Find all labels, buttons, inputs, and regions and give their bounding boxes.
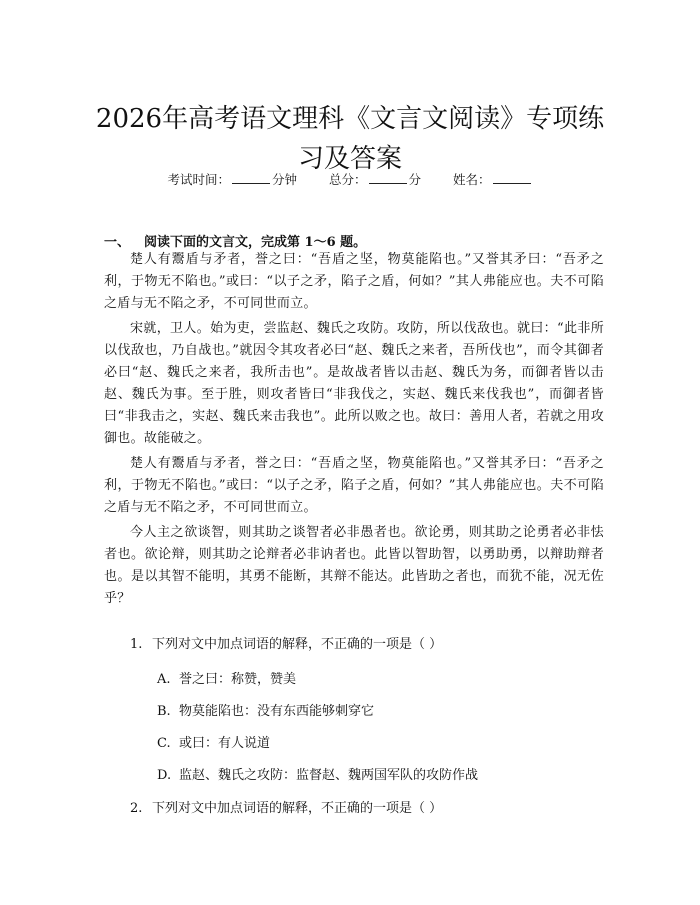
question-text: 下列对文中加点词语的解释，不正确的一项是（ ） (152, 637, 443, 652)
question-1 (130, 633, 442, 652)
question-2 (130, 797, 442, 816)
option-letter: A. (157, 672, 171, 687)
question-1-option-a[interactable] (157, 668, 296, 687)
option-text: 誉之曰：称赞，赞美 (179, 672, 297, 687)
time-field (167, 170, 297, 188)
name-blank[interactable] (493, 171, 531, 184)
passage-paragraph-2: 宋就，卫人。始为吏，尝监赵、魏氏之攻防。攻防，所以伐敌也。就曰：“此非所以伐敌也，乃自战也。”就因令其攻者必曰“赵、魏氏之来者，吾所伐也”，而令其御者必曰“赵、魏氏之来者，我所击也”。是故战者皆以击赵、魏氏为务，而御者皆以击赵、魏氏为事。至于胜，则攻者皆曰“非我伐之，实赵、魏氏来伐我也”，而御者皆曰“非我击之，实赵、魏氏来击我也”。此所以败之也。故曰：善用人者，若就之用攻御也。故能破之。 (104, 321, 604, 446)
name-label: 姓名： (453, 172, 491, 187)
passage-paragraph-3: 楚人有鬻盾与矛者，誉之曰：“吾盾之坚，物莫能陷也。”又誉其矛曰：“吾矛之利，于物无不陷也。”或曰：“以子之矛，陷子之盾，何如？”其人弗能应也。夫不可陷之盾与无不陷之矛，不可同世而立。 (104, 456, 604, 515)
option-letter: D. (157, 768, 172, 783)
exam-title: 2026年高考语文理科《文言文阅读》专项练习及答案 (95, 104, 605, 175)
time-unit: 分钟 (271, 172, 297, 187)
exam-meta (0, 170, 700, 188)
section-title: 阅读下面的文言文，完成第 1～6 题。 (144, 235, 367, 250)
passage-paragraph-4: 今人主之欲谈智，则其助之谈智者必非愚者也。欲论勇，则其助之论勇者必非怯者也。欲论辩，则其助之论辩者必非讷者也。此皆以智助智，以勇助勇，以辩助辩者也。是以其智不能明，其勇不能断，其辩不能达。此皆助之者也，而犹不能，况无佐乎？ (104, 525, 604, 606)
score-blank[interactable] (369, 171, 407, 184)
option-text: 物莫能陷也：没有东西能够刺穿它 (179, 704, 375, 719)
passage-paragraph-1: 楚人有鬻盾与矛者，誉之曰：“吾盾之坚，物莫能陷也。”又誉其矛曰：“吾矛之利，于物无不陷也。”或曰：“以子之矛，陷子之盾，何如？”其人弗能应也。夫不可陷之盾与无不陷之矛，不可同世而立。 (104, 252, 604, 311)
score-field (329, 170, 421, 188)
option-letter: B. (157, 704, 171, 719)
section-heading (104, 231, 366, 250)
question-number: 2. (130, 801, 143, 816)
name-field (453, 170, 533, 188)
question-1-option-b[interactable] (157, 700, 374, 719)
question-number: 1. (130, 637, 143, 652)
section-number: 一、 (104, 235, 131, 250)
option-text: 或曰：有人说道 (179, 736, 271, 751)
time-blank[interactable] (232, 171, 270, 184)
score-label: 总分： (328, 172, 367, 187)
question-text: 下列对文中加点词语的解释，不正确的一项是（ ） (152, 801, 443, 816)
question-1-option-c[interactable] (157, 732, 270, 751)
time-label: 考试时间： (167, 172, 230, 187)
score-unit: 分 (408, 172, 422, 187)
question-1-option-d[interactable] (157, 764, 478, 783)
option-letter: C. (157, 736, 171, 751)
option-text: 监赵、魏氏之攻防：监督赵、魏两国军队的攻防作战 (179, 768, 479, 783)
